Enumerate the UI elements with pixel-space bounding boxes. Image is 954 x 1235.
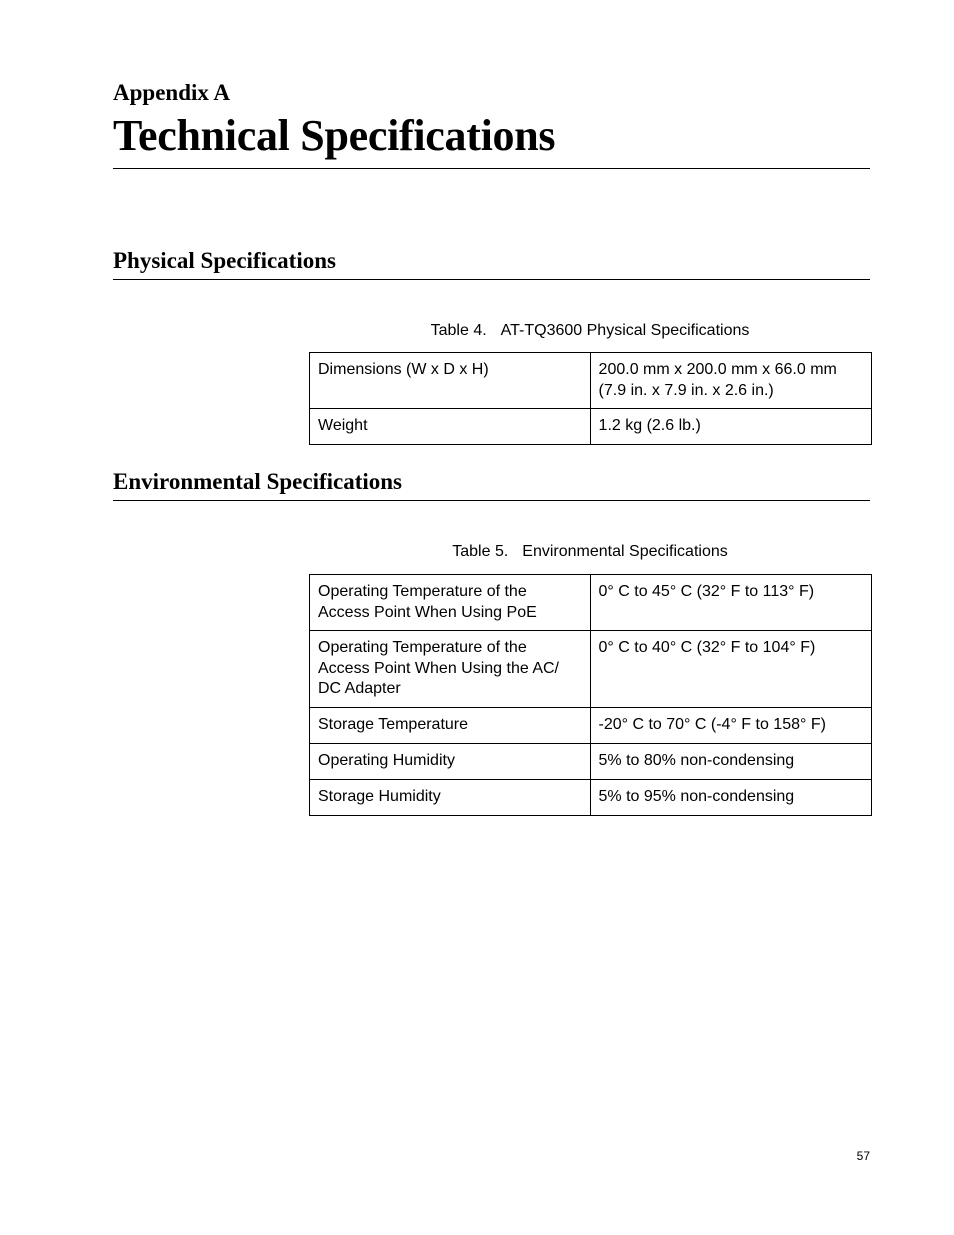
spec-value: 0° C to 45° C (32° F to 113° F) <box>590 575 872 631</box>
spec-value: 5% to 95% non-condensing <box>590 779 872 815</box>
table-row <box>310 353 872 409</box>
chapter-divider <box>113 168 870 169</box>
table-row <box>310 575 872 631</box>
table-caption-number: Table 4. <box>430 322 487 339</box>
section-divider-physical <box>113 279 870 280</box>
table-row <box>310 743 872 779</box>
section-heading-environmental: Environmental Specifications <box>113 469 403 494</box>
spec-label: Storage Temperature <box>310 707 591 743</box>
spec-value: 0° C to 40° C (32° F to 104° F) <box>590 631 872 708</box>
spec-label: Storage Humidity <box>310 779 591 815</box>
page-number: 57 <box>856 1149 870 1163</box>
table-caption-environmental <box>309 542 871 562</box>
spec-label: Operating Humidity <box>310 743 591 779</box>
table-caption-text: AT-TQ3600 Physical Specifications <box>500 322 750 339</box>
spec-value: -20° C to 70° C (-4° F to 158° F) <box>590 707 872 743</box>
table-row <box>310 707 872 743</box>
spec-value: 5% to 80% non-condensing <box>590 743 872 779</box>
physical-specifications-table <box>309 352 872 445</box>
chapter-title: Technical Specifications <box>113 111 556 160</box>
section-heading-physical: Physical Specifications <box>113 248 336 273</box>
spec-value: 1.2 kg (2.6 lb.) <box>590 409 871 445</box>
spec-label: Operating Temperature of the Access Point When Using PoE <box>310 575 591 631</box>
table-caption-physical <box>309 321 871 341</box>
table-caption-number: Table 5. <box>452 543 509 560</box>
environmental-specifications-table <box>309 574 872 816</box>
table-caption-text: Environmental Specifications <box>522 543 728 560</box>
table-row <box>310 779 872 815</box>
spec-label: Dimensions (W x D x H) <box>310 353 591 409</box>
spec-value: 200.0 mm x 200.0 mm x 66.0 mm (7.9 in. x 7.9 in. x 2.6 in.) <box>590 353 871 409</box>
section-divider-environmental <box>113 500 870 501</box>
spec-label: Weight <box>310 409 591 445</box>
appendix-label: Appendix A <box>113 80 230 105</box>
table-row <box>310 409 872 445</box>
spec-label: Operating Temperature of the Access Point When Using the AC/ DC Adapter <box>310 631 591 708</box>
table-row <box>310 631 872 708</box>
